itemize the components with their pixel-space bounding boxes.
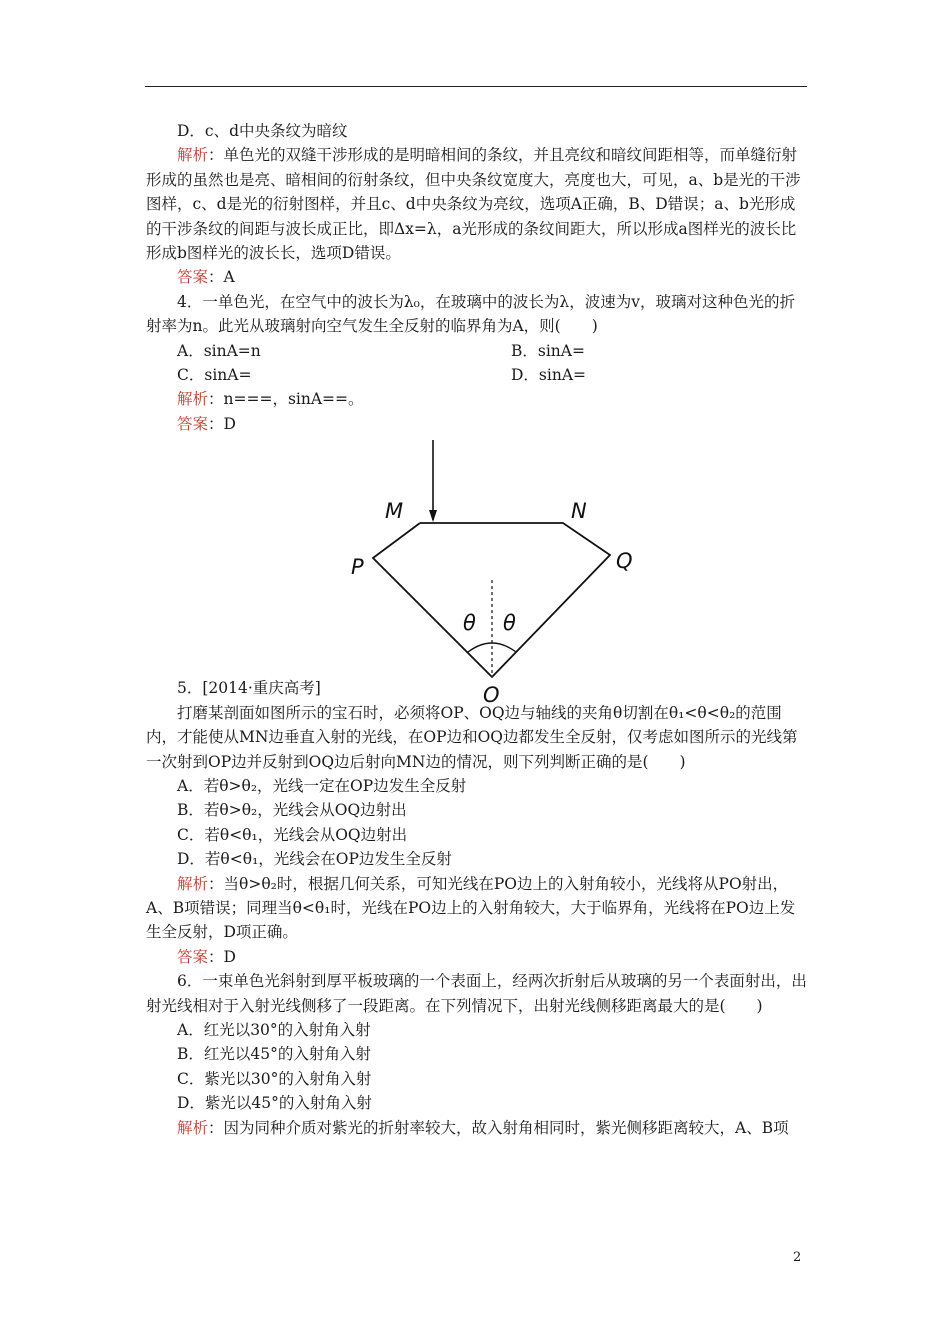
gem-cross-section-figure [146, 440, 808, 704]
q6-option-c: C．紫光以30°的入射角入射 [177, 1069, 372, 1088]
q5-stem: 打磨某剖面如图所示的宝石时，必须将OP、OQ边与轴线的夹角θ切割在θ₁<θ<θ₂的范围内，才能使从MN边垂直入射的光线，在OP边和OQ边都发生全反射，仅考虑如图所示的光线第一次射到OP边并反射到OQ边后射向MN边的情况，则下列判断正确的是( ) [146, 703, 798, 771]
document-body [146, 119, 808, 1140]
q4-option-c: C．sinA= [177, 366, 252, 385]
q5-option-c: C．若θ<θ₁，光线会从OQ边射出 [177, 825, 408, 844]
analysis-label: 解析 [177, 874, 209, 893]
q4-analysis [146, 387, 808, 411]
q5-option-a: A．若θ>θ₂，光线一定在OP边发生全反射 [177, 776, 467, 795]
label-n: N [571, 499, 587, 524]
answer-text: ：D [208, 947, 236, 966]
answer-label: 答案 [177, 268, 209, 287]
q5-answer [146, 945, 808, 969]
answer-text: ：D [208, 414, 236, 433]
arrow-head-icon [429, 510, 437, 522]
analysis-text: ：当θ>θ₂时，根据几何关系，可知光线在PO边上的入射角较小，光线将从PO射出，A、B项错误；同理当θ<θ₁时，光线在PO边上的入射角较大，大于临界角，光线将在PO边上发生全反射，D项正确。 [146, 874, 796, 942]
q6-analysis [146, 1116, 808, 1140]
page-number: 2 [793, 1250, 802, 1265]
analysis-text: ：因为同种介质对紫光的折射率较大，故入射角相同时，紫光侧移距离较大，A、B项 [208, 1118, 789, 1137]
label-q: Q [616, 549, 633, 574]
q6-option-d: D．紫光以45°的入射角入射 [177, 1094, 372, 1113]
q6-stem: 6．一束单色光斜射到厚平板玻璃的一个表面上，经两次折射后从玻璃的另一个表面射出，出射光线相对于入射光线侧移了一段距离。在下列情况下，出射光线侧移距离最大的是( ) [146, 972, 807, 1015]
label-o: O [483, 683, 500, 705]
q4-options-row-2 [146, 363, 808, 387]
answer-label: 答案 [177, 947, 209, 966]
q4-answer [146, 412, 808, 436]
analysis-label: 解析 [177, 1118, 209, 1137]
q5-source: 5．[2014·重庆高考] [177, 679, 321, 698]
header-rule [145, 86, 807, 87]
q4-options-row-1 [146, 339, 808, 363]
analysis-text: ：n===，sinA==。 [208, 390, 364, 409]
q5-option-d: D．若θ<θ₁，光线会在OP边发生全反射 [177, 850, 452, 869]
q3-analysis [146, 143, 808, 265]
q6-option-a: A．红光以30°的入射角入射 [177, 1020, 371, 1039]
q6-option-b: B．红光以45°的入射角入射 [177, 1045, 371, 1064]
label-theta-right: θ [503, 611, 516, 636]
analysis-text: ：单色光的双缝干涉形成的是明暗相间的条纹，并且亮纹和暗纹间距相等，而单缝衍射形成的虽然也是亮、暗相间的衍射条纹，但中央条纹宽度大，亮度也大，可见，a、b是光的干涉图样，c、d是光的衍射图样，并且c、d中央条纹为亮纹，选项A正确，B、D错误；a、b光形成的干涉条纹的间距与波长成正比，即Δx=λ，a光形成的条纹间距大，所以形成a图样光的波长比形成b图样光的波长长，选项D错误。 [146, 146, 801, 263]
q5-analysis [146, 872, 808, 945]
answer-label: 答案 [177, 414, 209, 433]
q3-answer [146, 265, 808, 289]
gem-diagram [343, 440, 643, 704]
q4-stem: 4．一单色光，在空气中的波长为λ₀，在玻璃中的波长为λ，波速为v，玻璃对这种色光的折射率为n。此光从玻璃射向空气发生全反射的临界角为A，则( ) [146, 292, 795, 336]
q3-option-d: D．c、d中央条纹为暗纹 [177, 122, 348, 140]
q4-option-b: B．sinA= [511, 341, 585, 360]
label-m: M [385, 499, 404, 524]
analysis-label: 解析 [177, 146, 209, 165]
analysis-label: 解析 [177, 390, 209, 409]
q5-option-b: B．若θ>θ₂，光线会从OQ边射出 [177, 801, 407, 820]
answer-text: ：A [208, 268, 235, 287]
q4-option-d: D．sinA= [511, 366, 587, 385]
label-theta-left: θ [463, 611, 476, 636]
label-p: P [351, 555, 364, 580]
q4-option-a: A．sinA=n [177, 341, 261, 360]
